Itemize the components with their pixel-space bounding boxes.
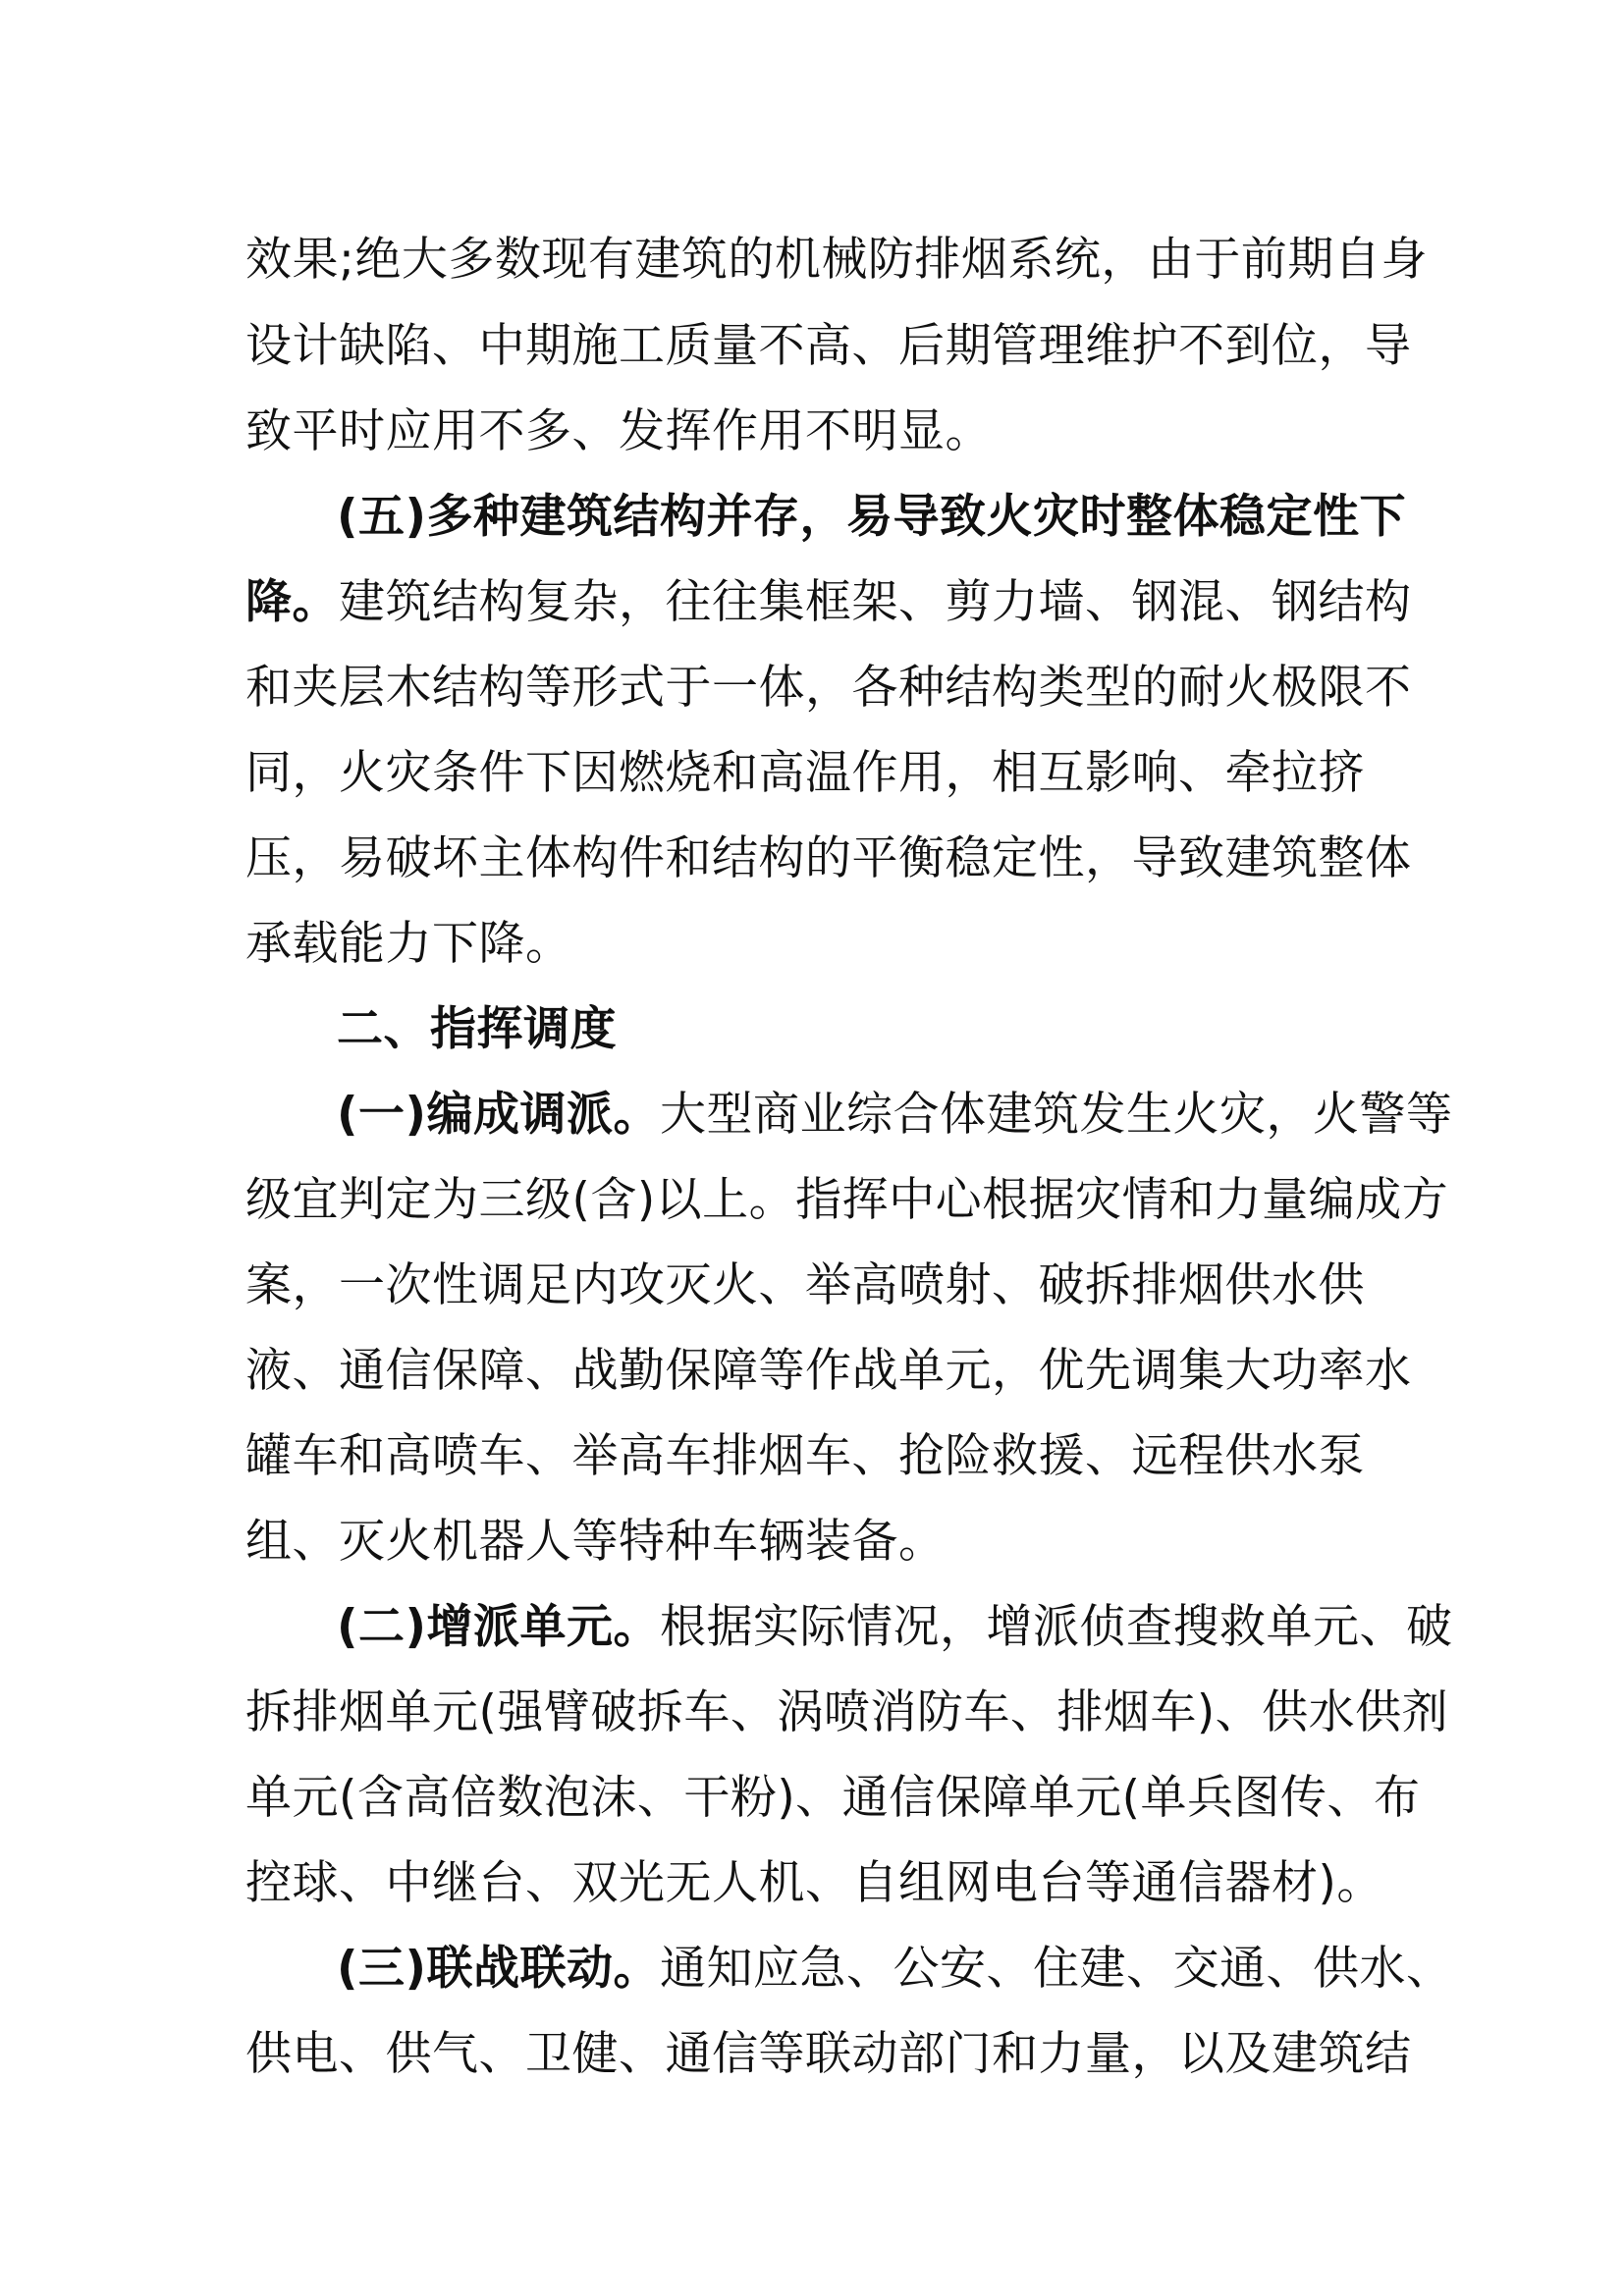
text-span: 控球、中继台、双光无人机、自组网电台等通信器材)。 — [245, 1856, 1383, 1910]
text-span: 同，火灾条件下因燃烧和高温作用，相互影响、牵拉挤 — [245, 746, 1365, 800]
heading-span: (二)增派单元。 — [337, 1600, 660, 1654]
text-line — [245, 1683, 1448, 1742]
heading-span: 降。 — [245, 575, 339, 629]
heading-span: (三)联战联动。 — [337, 1942, 660, 1996]
text-span: 拆排烟单元(强臂破拆车、涡喷消防车、排烟车)、供水供剂 — [245, 1685, 1449, 1739]
text-line — [245, 402, 992, 461]
section-heading — [337, 1598, 1452, 1657]
text-line — [245, 1256, 1365, 1315]
text-line — [245, 915, 572, 974]
heading-span: (一)编成调派。 — [337, 1088, 660, 1142]
text-span: 致平时应用不多、发挥作用不明显。 — [245, 404, 992, 458]
text-line — [245, 744, 1365, 803]
text-span: 效果;绝大多数现有建筑的机械防排烟系统，由于前期自身 — [245, 233, 1428, 287]
text-span: 级宜判定为三级(含)以上。指挥中心根据灾情和力量编成方 — [245, 1173, 1449, 1227]
text-span: 设计缺陷、中期施工质量不高、后期管理维护不到位，导 — [245, 319, 1412, 373]
text-line — [245, 1513, 946, 1572]
heading-span: 二、指挥调度 — [337, 1002, 617, 1056]
text-line — [245, 829, 1412, 888]
chapter-heading — [337, 1000, 617, 1059]
text-span: 组、灭火机器人等特种车辆装备。 — [245, 1515, 946, 1569]
text-span: 罐车和高喷车、举高车排烟车、抢险救援、远程供水泵 — [245, 1429, 1365, 1483]
text-span: 压，易破坏主体构件和结构的平衡稳定性，导致建筑整体 — [245, 831, 1412, 885]
section-heading — [337, 1086, 1452, 1145]
text-line — [245, 1854, 1383, 1913]
text-line — [245, 1171, 1448, 1230]
heading-span: (五)多种建筑结构并存，易导致火灾时整体稳定性下 — [337, 490, 1406, 544]
section-heading — [337, 488, 1406, 547]
text-span: 通知应急、公安、住建、交通、供水、 — [659, 1942, 1453, 1996]
text-line — [245, 573, 1412, 632]
section-heading — [337, 1940, 1452, 1999]
text-span: 单元(含高倍数泡沫、干粉)、通信保障单元(单兵图传、布 — [245, 1771, 1421, 1825]
text-line — [245, 2025, 1412, 2084]
text-span: 案，一次性调足内攻灭火、举高喷射、破拆排烟供水供 — [245, 1258, 1365, 1312]
text-line — [245, 1427, 1365, 1486]
text-span: 根据实际情况，增派侦查搜救单元、破 — [659, 1600, 1453, 1654]
text-line — [245, 1342, 1412, 1401]
text-span: 供电、供气、卫健、通信等联动部门和力量，以及建筑结 — [245, 2027, 1412, 2081]
text-span: 液、通信保障、战勤保障等作战单元，优先调集大功率水 — [245, 1344, 1412, 1398]
text-span: 和夹层木结构等形式于一体，各种结构类型的耐火极限不 — [245, 661, 1412, 715]
text-line — [245, 1769, 1421, 1828]
text-line — [245, 231, 1428, 290]
text-line — [245, 317, 1412, 376]
text-line — [245, 659, 1412, 718]
text-span: 建筑结构复杂，往往集框架、剪力墙、钢混、钢结构 — [339, 575, 1412, 629]
text-span: 承载能力下降。 — [245, 917, 572, 971]
text-span: 大型商业综合体建筑发生火灾，火警等 — [659, 1088, 1453, 1142]
